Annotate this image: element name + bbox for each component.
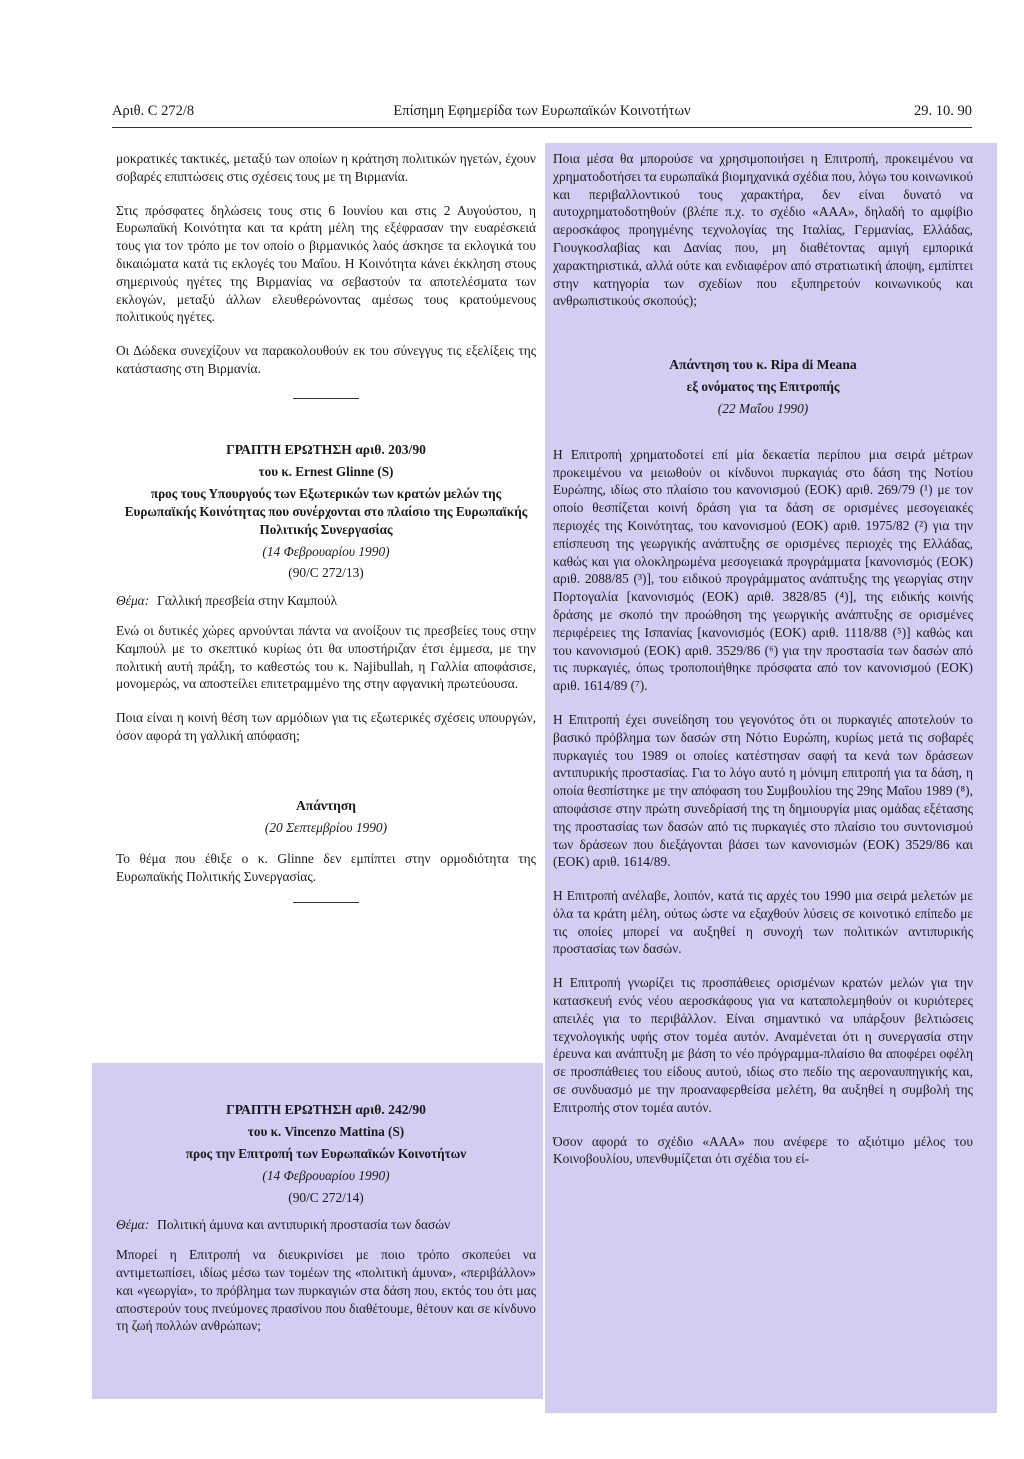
question-author: του κ. Ernest Glinne (S) [258, 463, 394, 479]
paragraph: Όσον αφορά το σχέδιο «ΑΑΑ» που ανέφερε το αξιότιμο μέλος του Κοινοβουλίου, υπενθυμίζεται ότι σχέδια του εί- [553, 1133, 973, 1167]
answer-date: (22 Μαΐου 1990) [717, 400, 809, 416]
right-column [553, 150, 973, 1184]
answer-subtitle: εξ ονόματος της Επιτροπής [686, 378, 840, 394]
paragraph: Ποια μέσα θα μπορούσε να χρησιμοποιήσει η Επιτροπή, προκειμένου να χρηματοδοτήσει τα ευρωπαϊκά βιομηχανικά σχέδια που, λόγω του κοινωνικού και περιβαλλοντικού τους χαρακτήρα, δεν είναι δυνατό να αυτοχρηματοδοτηθούν (βλέπε π.χ. το σχέδιο «ΑΑΑ», δηλαδή το αμφίβιο αεροσκάφος προηγμένης τεχνολογίας της Ιταλίας, Γερμανίας, Ελλάδας, Γιουγκοσλαβίας και Δανίας που, μη διαθέτοντας αμιγή εμπορικά χαρακτηριστικά, αλλά ούτε και ενδιαφέρον από στρατιωτική άποψη, εμπίπτει στην κατηγορία των σχεδίων που εξυπηρετούν κοινωνικούς και ανθρωπιστικούς σκοπούς); [553, 151, 973, 309]
paragraph: Μπορεί η Επιτροπή να διευκρινίσει με ποιο τρόπο σκοπεύει να αντιμετωπίσει, ιδίως μέσω των τομέων της «πολιτική άμυνα», «περιβάλλον» και «γεωργία», το πρόβλημα των πυρκαγιών στα δάση που, εκτός του ότι μας αποστερούν τους πνεύμονες πρασίνου που διαθέτουμε, θέτουν και σε κίνδυνο τη ζωή πολλών ανθρώπων; [116, 1247, 536, 1334]
answer-title: Απάντηση του κ. Ripa di Meana [669, 357, 857, 373]
question-ref: (90/C 272/14) [288, 1189, 364, 1205]
question-addressee: προς τους Υπουργούς των Εξωτερικών των κρατών μελών της Ευρωπαϊκής Κοινότητας που συνέρχονται στο πλαίσιο της Ευρωπαϊκής Πολιτικής Συνεργασίας [124, 485, 528, 537]
subject-label: Θέμα: [116, 593, 150, 609]
answer-text: Το θέμα που έθιξε ο κ. Glinne δεν εμπίπτει στην ορμοδιότητα της Ευρωπαϊκής Πολιτικής Συνεργασίας. [116, 851, 536, 885]
paragraph: Στις πρόσφατες δηλώσεις τους στις 6 Ιουνίου και στις 2 Αυγούστου, η Ευρωπαϊκή Κοινότητα και τα κράτη μέλη της εξέφρασαν την ευαρέσκειά τους για τον τρόπο με τον οποίο ο βιρμανικός λαός άσκησε τα εκλογικά του δικαιώματα κατά τις εκλογές του Μαΐου. Η Κοινότητα κάνει έκκληση στους σημερινούς ηγέτες της Βιρμανίας να σεβαστούν τα αποτελέσματα των εκλογών, μεταξύ άλλων ελευθερώνοντας αμέσως τους κρατούμενους πολιτικούς ηγέτες. [116, 202, 536, 325]
question-date: (14 Φεβρουαρίου 1990) [262, 1167, 390, 1183]
header-rule [112, 127, 972, 128]
journal-title: Επίσημη Εφημερίδα των Ευρωπαϊκών Κοινοτήτων [393, 103, 691, 119]
paragraph: Ενώ οι δυτικές χώρες αρνούνται πάντα να ανοίξουν τις πρεσβείες τους στην Καμπούλ με το σκεπτικό κυρίως ότι θα υποστήριζαν έτσι έμμεσα, με την πολιτική αυτή πράξη, το καθεστώς του κ. Najibullah, η Γαλλία αποφάσισε, μονομερώς, να αποστείλει επιτετραμμένο της στην αφγανική πρωτεύουσα. [116, 622, 536, 692]
answer-title: Απάντηση [295, 797, 357, 813]
answer-date: (20 Σεπτεμβρίου 1990) [264, 819, 388, 835]
paragraph: Η Επιτροπή γνωρίζει τις προσπάθειες ορισμένων κρατών μελών για την κατασκευή ενός νέου αεροσκάφους για να καταπολεμηθούν οι κυριότερες απειλές για το περιβάλλον. Είναι σημαντικό να υπάρξουν βελτιώσεις τεχνολογικής υφής στον τομέα αυτόν. Αναμένεται ότι η συνεργασία στην έρευνα και ανάπτυξη με βάση το νέο πρόγραμμα-πλαίσιο θα αποφέρει οφέλη σε προσπάθειες του είδους αυτού, ιδίως στο πεδίο της αεροναυπηγικής και, σε συνδυασμό με την προαναφερθείσα μελέτη, θα αυξηθεί η συμβολή της Επιτροπής στον τομέα αυτόν. [553, 975, 973, 1115]
paragraph: Η Επιτροπή χρηματοδοτεί επί μία δεκαετία περίπου μια σειρά μέτρων προκειμένου να μειωθούν οι κίνδυνοι πυρκαγιάς στο δάση της Νοτίου Ευρώπης, ιδίως στο πλαίσιο του κανονισμού (ΕΟΚ) αριθ. 269/79 (¹) με τον οποίο θεσπίζεται κοινή δράση για τα δάση σε ορισμένες μεσογειακές περιοχές της Κοινότητας, του κανονισμού (ΕΟΚ) αριθ. 1975/82 (²) για την επίσπευση της γεωργικής ανάπτυξης σε ορισμένες περιοχές της Ελλάδας, καθώς και για ολοκληρωμένα μεσογειακά προγράμματα [κανονισμός (ΕΟΚ) αριθ. 2088/85 (³)], του ειδικού προγράμματος ανάπτυξης της γεωργίας στην Πορτογαλία [κανονισμός (ΕΟΚ) αριθ. 3828/85 (⁴)], της ειδικής κοινής δράσης με σκοπό την προώθηση της γεωργικής ανάπτυξης σε ορισμένες περιφέρειες της Ισπανίας [κανονισμός (ΕΟΚ) αριθ. 1118/88 (⁵)] καθώς και του κανονισμού (ΕΟΚ) αριθ. 3529/86 (⁶) για την προστασία των δασών από τις πυρκαγιές, όπως τροποποιήθηκε πρόσφατα από τον κανονισμού (ΕΟΚ) αριθ. 1614/89 (⁷). [553, 446, 973, 694]
question-addressee: προς την Επιτροπή των Ευρωπαϊκών Κοινοτήτων [185, 1145, 467, 1161]
left-column [116, 150, 536, 903]
paragraph: Οι Δώδεκα συνεχίζουν να παρακολουθούν εκ του σύνεγγυς τις εξελίξεις της κατάστασης στη Βιρμανία. [116, 343, 536, 376]
subject-label: Θέμα: [116, 1217, 150, 1233]
question-date: (14 Φεβρουαρίου 1990) [262, 543, 390, 559]
journal-ref: Αριθ. C 272/8 [112, 103, 195, 119]
question-title: ΓΡΑΠΤΗ ΕΡΩΤΗΣΗ αριθ. 203/90 [226, 441, 426, 457]
question-subject [116, 1216, 536, 1234]
question-242 [116, 1093, 536, 1349]
separator [293, 902, 359, 903]
question-author: του κ. Vincenzo Mattina (S) [247, 1123, 405, 1139]
paragraph: μοκρατικές τακτικές, μεταξύ των οποίων η κράτηση πολιτικών ηγετών, έχουν σοβαρές επιπτώσεις στις σχέσεις τους με τη Βιρμανία. [116, 151, 536, 184]
question-ref: (90/C 272/13) [288, 565, 364, 581]
paragraph: Ποια είναι η κοινή θέση των αρμόδιων για τις εξωτερικές σχέσεις υπουργών, όσον αφορά τη γαλλική απόφαση; [116, 710, 536, 743]
paragraph: Η Επιτροπή ανέλαβε, λοιπόν, κατά τις αρχές του 1990 μια σειρά μελετών με όλα τα κράτη μέλη, ούτως ώστε να εξαχθούν λύσεις σε κοινοτικό επίπεδο με τις οποίες μπορεί να αυξηθεί η συνοχή των πολιτικών αντιπυρικής προστασίας των δασών. [553, 888, 973, 957]
page-header [112, 103, 972, 125]
issue-date: 29. 10. 90 [914, 103, 972, 119]
question-title: ΓΡΑΠΤΗ ΕΡΩΤΗΣΗ αριθ. 242/90 [226, 1102, 426, 1117]
question-subject [116, 592, 536, 610]
paragraph: Η Επιτροπή έχει συνείδηση του γεγονότος ότι οι πυρκαγιές αποτελούν το βασικό πρόβλημα των δασών στη Νότιο Ευρώπη, κυρίως μετά τις σοβαρές πυρκαγιές του 1989 οι οποίες κατέστησαν σαφή τα κενά των δράσεων αντιπυρικής προστασίας. Για το λόγο αυτό η μόνιμη επιτροπή για τα δάση, η οποία θεσπίστηκε με την απόφαση του Συμβουλίου της 29ης Μαΐου 1989 (⁸), αποφάσισε στην πρώτη συνεδρίασή της τη δημιουργία μιας ομάδας εξέτασης της προστασίας των δασών από τις πυρκαγιές στο πλαίσιο του συντονισμού των δράσεων που διεξάγονται βάσει των κανονισμών (ΕΟΚ) 3529/86 και (ΕΟΚ) αριθ. 1614/89. [553, 711, 973, 870]
subject-text: Πολιτική άμυνα και αντιπυρική προστασία των δασών [157, 1217, 451, 1233]
subject-text: Γαλλική πρεσβεία στην Καμπούλ [157, 593, 338, 609]
